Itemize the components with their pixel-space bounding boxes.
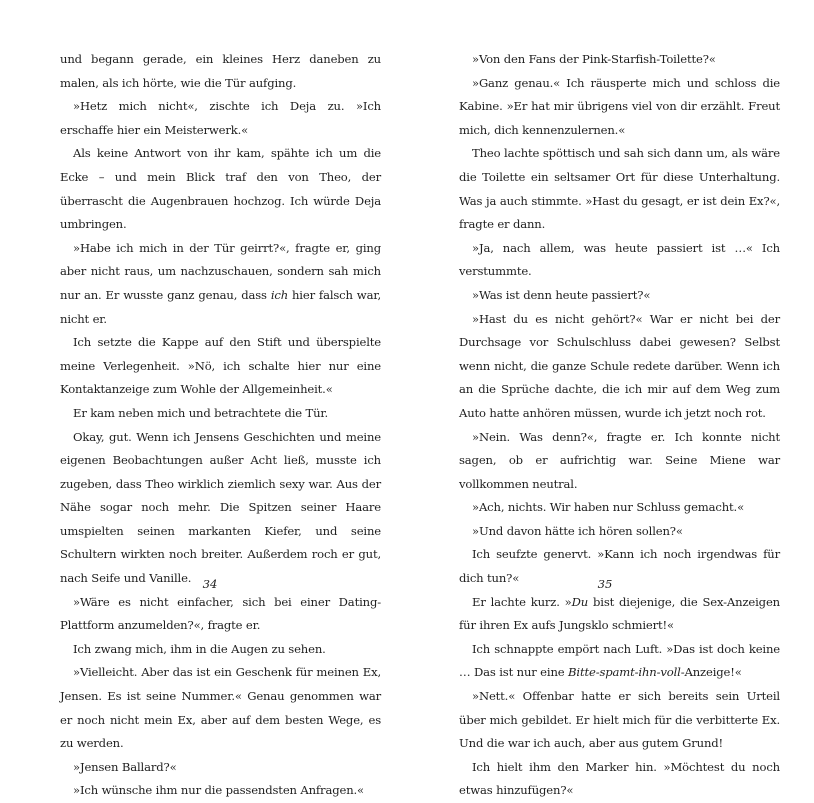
paragraph: Ich setzte die Kappe auf den Stift und überspielte meine Verlegenheit. »Nö, ich schalte hier nur eine Kontaktanzeige zum Wohle der Allgemeinheit.« xyxy=(60,335,381,397)
paragraph: »Nein. Was denn?«, fragte er. Ich konnte nicht sagen, ob er aufrichtig war. Seine Miene war vollkommen neutral. xyxy=(459,429,780,491)
paragraph: »Von den Fans der Pink-Starfish-Toilette?« xyxy=(472,52,716,66)
paragraph: Ich zwang mich, ihm in die Augen zu sehen. xyxy=(73,641,326,656)
text-run: -Anzeige!« xyxy=(680,665,742,680)
paragraph: »Ich wünsche ihm nur die passendsten Anfragen.« xyxy=(73,783,364,798)
paragraph: Ich hielt ihm den Marker hin. »Möchtest du noch etwas hinzufügen?« xyxy=(459,759,780,798)
paragraph: »Ja, nach allem, was heute passiert ist …« Ich verstummte. xyxy=(459,240,780,279)
paragraph xyxy=(459,638,780,685)
paragraph: »Hast du es nicht gehört?« War er nicht bei der Durchsage vor Schulschluss dabei gewesen? Selbst wenn nicht, die ganze Schule redete darüber. Wenn ich an die Sprüche dachte, die ich mir auf dem Weg zum Auto hatte anhören müssen, wurde ich jetzt noch rot. xyxy=(459,311,780,420)
paragraph: »Und davon hätte ich hören sollen?« xyxy=(472,523,683,538)
paragraph: und begann gerade, ein kleines Herz daneben zu malen, als ich hörte, wie die Tür aufging. xyxy=(60,52,381,90)
paragraph xyxy=(60,237,381,331)
left-page xyxy=(60,48,381,803)
right-page xyxy=(459,48,780,803)
page-number-left: 34 xyxy=(202,577,218,591)
text-run: »Habe ich mich in der Tür geirrt?«, fragte er, ging aber nicht raus, um nachzuschauen, sondern sah mich nur an. Er wusste ganz genau, dass xyxy=(60,240,381,302)
paragraph: »Hetz mich nicht«, zischte ich Deja zu. »Ich erschaffe hier ein Meisterwerk.« xyxy=(60,99,381,137)
text-run: bist diejenige, die Sex-Anzeigen für ihren Ex aufs Jungsklo schmiert!« xyxy=(459,594,780,633)
emphasis: ich xyxy=(270,287,289,302)
page-number-right: 35 xyxy=(597,577,613,591)
paragraph: »Ganz genau.« Ich räusperte mich und schloss die Kabine. »Er hat mir übrigens viel von dir erzählt. Freut mich, dich kennenzulernen.« xyxy=(459,75,780,137)
paragraph: »Vielleicht. Aber das ist ein Geschenk für meinen Ex, Jensen. Es ist seine Nummer.« Genau genommen war er noch nicht mein Ex, aber auf dem besten Wege, es zu werden. xyxy=(60,665,381,751)
text-run: Er lachte kurz. » xyxy=(472,594,572,609)
paragraph: »Was ist denn heute passiert?« xyxy=(472,287,651,302)
paragraph: Ich seufzte genervt. »Kann ich noch irgendwas für dich tun?« xyxy=(459,547,780,586)
emphasis: Du xyxy=(571,594,589,609)
paragraph: Okay, gut. Wenn ich Jensens Geschichten und meine eigenen Beobachtungen außer Acht ließ, musste ich zugeben, dass Theo wirklich ziemlich sexy war. Aus der Nähe sogar noch mehr. Die Spitzen seiner Haare umspielten seinen markanten Kiefer, und seine Schultern wirkten noch breiter. Außerdem roch er gut, nach Seife und Vanille. xyxy=(60,429,381,586)
paragraph: Er kam neben mich und betrachtete die Tür. xyxy=(73,405,329,420)
paragraph: »Wäre es nicht einfacher, sich bei einer Dating-Plattform anzumelden?«, fragte er. xyxy=(60,594,381,633)
paragraph: Theo lachte spöttisch und sah sich dann um, als wäre die Toilette ein seltsamer Ort für diese Unterhaltung. Was ja auch stimmte. »Hast du gesagt, er ist dein Ex?«, fragte er dann. xyxy=(459,146,780,232)
paragraph: »Nett.« Offenbar hatte er sich bereits sein Urteil über mich gebildet. Er hielt mich für die verbitterte Ex. Und die war ich auch, aber aus gutem Grund! xyxy=(459,689,780,751)
text-run: Ich schnappte empört nach Luft. »Das ist doch keine … Das ist nur eine xyxy=(459,641,780,680)
paragraph: Als keine Antwort von ihr kam, spähte ich um die Ecke – und mein Blick traf den von Theo, der überrascht die Augenbrauen hochzog. Ich würde Deja umbringen. xyxy=(60,146,381,232)
paragraph: »Jensen Ballard?« xyxy=(73,759,177,774)
paragraph xyxy=(459,591,780,638)
emphasis: Bitte-spamt-ihn-voll xyxy=(568,665,681,680)
paragraph: »Ach, nichts. Wir haben nur Schluss gemacht.« xyxy=(472,500,745,515)
text-run: hier falsch war, nicht er. xyxy=(60,287,381,326)
